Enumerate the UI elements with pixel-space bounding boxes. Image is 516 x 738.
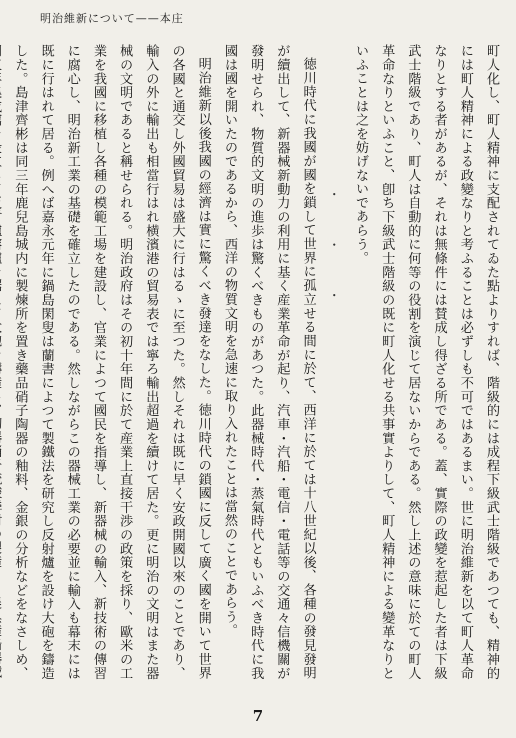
- running-header: 明治維新について——本庄: [40, 12, 184, 25]
- section-separator: ・・・: [326, 188, 341, 340]
- paragraph-1: 町人化し、町人精神に支配されてゐた點よりすれば、階級的には成程下級武士階級であつても、精神的には町人精神による政變なりと考ふることは必ずしも不可ではあるまい。世に明治維新を以て町人革命なりとする者があるが、それは無條件には賛成し得ざる所である。蓋、實際の政變を惹起した者は下級武士階級であり、町人は自動的に何等の役割を演じて居ないからである。然し上述の意味に於ての町人革命なりといふこと、卽ち下級武士階級の既に町人化せる共事實よりして、町人精神による變革なりといふことは之を妨げないであらう。: [352, 44, 499, 680]
- paragraph-3: 明治維新以後我國の經濟は實に驚くべき發達をなした。徳川時代の鎖國に反して廣く國を開いて世界の各國と通交し外國貿易は盛大に行はるゝに至つた。然しそれは既に早く安政開國以來のことであり、輸入の外に輸出も相當行はれ横濱港の貿易表では寧ろ輸出超過を續けて居た。更に明治の文明はまた器械の文明であると稱せられる。明治政府はその初十年間に於て産業上直接干渉の政策を採り、歐米の工業を我國に移植し各種の模範工場を建設し、官業によつて國民を指導し、新器械の輸入、新技術の傳習に腐心し、明治新工業の基礎を確立したのである。然しながらこの器械工業の必要並に輸入も幕末には既に行はれて居る。例へば嘉永元年に鍋島閑叟は蘭書によつて製鐵法を研究し反射爐を設け大砲を鑄造した。島津齊彬は同三年鹿兒島城内に製煉所を置き藥品硝子陶器の釉料、金銀の分析などをなさしめ、: [12, 44, 211, 680]
- paragraph-2: 徳川時代に我國が國を鎖して世界に孤立せる間に於て、西洋に於ては十八世紀以後、各種の發見發明が續出して、新器械新動力の利用に基く産業革命が起り、汽車・汽船・電信・電話等の交通々信機關が發明せられ、物質的文明の進歩は驚くべきものがあつた。此器械時代・蒸氣時代ともいふべき時代に我國は國を開いたのであるから、西洋の物質文明を急速に取り入れたことは當然のことであらう。: [221, 44, 316, 680]
- page-number: 7: [252, 707, 264, 725]
- vertical-text-body: [12, 44, 504, 680]
